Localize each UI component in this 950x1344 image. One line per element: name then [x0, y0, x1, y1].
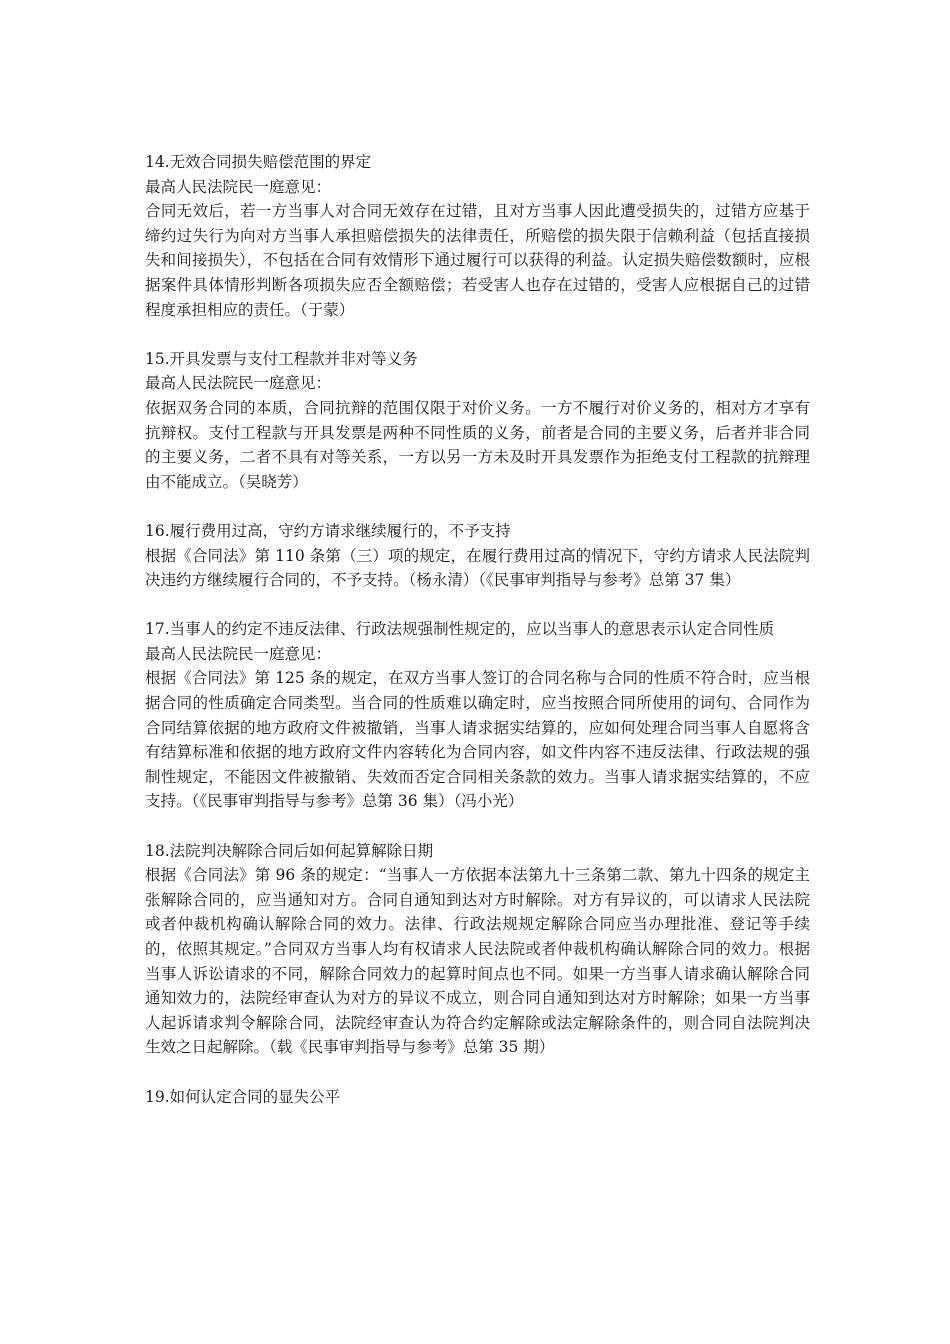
document-page [145, 150, 810, 1134]
section-source: 最高人民法院民一庭意见： [145, 644, 332, 663]
section-19 [145, 1085, 810, 1110]
section-heading: 14.无效合同损失赔偿范围的界定 [145, 153, 372, 171]
section-body: 依据双务合同的本质，合同抗辩的范围仅限于对价义务。一方不履行对价义务的，相对方才享有抗辩权。支付工程款与开具发票是两种不同性质的义务，前者是合同的主要义务，后者并非合同的主要义务，二者不具有对等关系，一方以另一方未及时开具发票作为拒绝支付工程款的抗辩理由不能成立。（吴晓芳） [145, 398, 810, 491]
section-14 [145, 150, 810, 322]
section-body: 根据《合同法》第 125 条的规定，在双方当事人签订的合同名称与合同的性质不符合时，应当根据合同的性质确定合同类型。当合同的性质难以确定时，应当按照合同所使用的词句、合同作为合同结算依据的地方政府文件被撤销，当事人请求据实结算的，应如何处理合同当事人自愿将含有结算标准和依据的地方政府文件内容转化为合同内容，如文件内容不违反法律、行政法规的强制性规定，不能因文件被撤销、失效而否定合同相关条款的效力。当事人请求据实结算的，不应支持。（《民事审判指导与参考》总第 36 集）（冯小光） [145, 669, 810, 811]
section-body: 根据《合同法》第 110 条第（三）项的规定，在履行费用过高的情况下，守约方请求人民法院判决违约方继续履行合同的，不予支持。（杨永清）（《民事审判指导与参考》总第 37 集） [145, 546, 810, 590]
section-source: 最高人民法院民一庭意见： [145, 177, 332, 196]
section-heading: 15.开具发票与支付工程款并非对等义务 [145, 349, 418, 368]
section-15 [145, 347, 810, 495]
section-body: 合同无效后，若一方当事人对合同无效存在过错，且对方当事人因此遭受损失的，过错方应基于缔约过失行为向对方当事人承担赔偿损失的法律责任，所赔偿的损失限于信赖利益（包括直接损失和间接损失），不包括在合同有效情形下通过履行可以获得的利益。认定损失赔偿数额时，应根据案件具体情形判断各项损失应否全额赔偿；若受害人也存在过错的，受害人应根据自己的过错程度承担相应的责任。（于蒙） [145, 202, 810, 319]
section-17 [145, 617, 810, 814]
section-body: 根据《合同法》第 96 条的规定：“当事人一方依据本法第九十三条第二款、第九十四条的规定主张解除合同的，应当通知对方。合同自通知到达对方时解除。对方有异议的，可以请求人民法院或者仲裁机构确认解除合同的效力。法律、行政法规规定解除合同应当办理批准、登记等手续的，依照其规定。”合同双方当事人均有权请求人民法院或者仲裁机构确认解除合同的效力。根据当事人诉讼请求的不同，解除合同效力的起算时间点也不同。如果一方当事人请求确认解除合同通知效力的，法院经审查认为对方的异议不成立，则合同自通知到达对方时解除；如果一方当事人起诉请求判令解除合同，法院经审查认为符合约定解除或法定解除条件的，则合同自法院判决生效之日起解除。（载《民事审判指导与参考》总第 35 期） [145, 866, 810, 1057]
section-heading: 16.履行费用过高，守约方请求继续履行的，不予支持 [145, 521, 511, 540]
section-heading: 18.法院判决解除合同后如何起算解除日期 [145, 841, 434, 860]
section-source: 最高人民法院民一庭意见： [145, 374, 332, 393]
section-heading: 17.当事人的约定不违反法律、行政法规强制性规定的，应以当事人的意思表示认定合同性质 [145, 620, 775, 639]
section-18 [145, 839, 810, 1060]
section-16 [145, 519, 810, 593]
section-heading: 19.如何认定合同的显失公平 [145, 1087, 341, 1106]
